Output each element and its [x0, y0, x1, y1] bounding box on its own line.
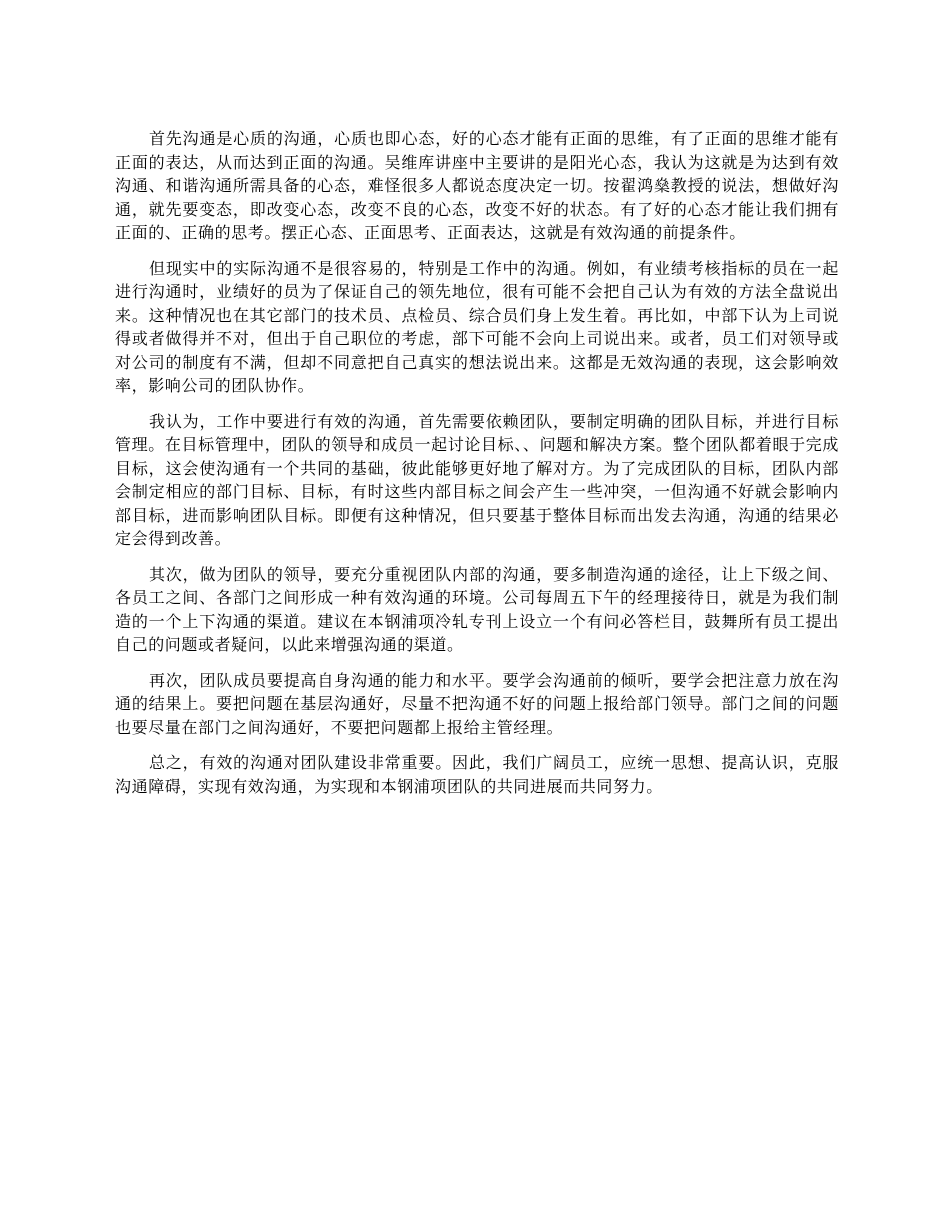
- paragraph-4: 其次，做为团队的领导，要充分重视团队内部的沟通，要多制造沟通的途径，让上下级之间、各员工之间、各部门之间形成一种有效沟通的环境。公司每周五下午的经理接待日，就是为我们制造的一个上下沟通的渠道。建议在本钢浦项冷轧专刊上设立一个有问必答栏目，鼓舞所有员工提出自己的问题或者疑问，以此来增强沟通的渠道。: [115, 564, 839, 654]
- paragraph-6: 总之，有效的沟通对团队建设非常重要。因此，我们广阔员工，应统一思想、提高认识，克服沟通障碍，实现有效沟通，为实现和本钢浦项团队的共同进展而共同努力。: [115, 753, 839, 796]
- document-body: [115, 127, 839, 810]
- paragraph-2: 但现实中的实际沟通不是很容易的，特别是工作中的沟通。例如，有业绩考核指标的员在一起进行沟通时，业绩好的员为了保证自己的领先地位，很有可能不会把自己认为有效的方法全盘说出来。这种情况也在其它部门的技术员、点检员、综合员们身上发生着。再比如，中部下认为上司说得或者做得并不对，但出于自己职位的考虑，部下可能不会向上司说出来。或者，员工们对领导或对公司的制度有不满，但却不同意把自己真实的想法说出来。这都是无效沟通的表现，这会影响效率，影响公司的团队协作。: [115, 258, 839, 395]
- paragraph-1: 首先沟通是心质的沟通，心质也即心态，好的心态才能有正面的思维，有了正面的思维才能有正面的表达，从而达到正面的沟通。吴维库讲座中主要讲的是阳光心态，我认为这就是为达到有效沟通、和谐沟通所需具备的心态，难怪很多人都说态度决定一切。按翟鸿燊教授的说法，想做好沟通，就先要变态，即改变心态，改变不良的心态，改变不好的状态。有了好的心态才能让我们拥有正面的、正确的思考。摆正心态、正面思考、正面表达，这就是有效沟通的前提条件。: [115, 129, 839, 242]
- paragraph-3: 我认为，工作中要进行有效的沟通，首先需要依赖团队，要制定明确的团队目标，并进行目标管理。在目标管理中，团队的领导和成员一起讨论目标、、问题和解决方案。整个团队都着眼于完成目标，这会使沟通有一个共同的基础，彼此能够更好地了解对方。为了完成团队的目标，团队内部会制定相应的部门目标、目标，有时这些内部目标之间会产生一些冲突，一但沟通不好就会影响内部目标，进而影响团队目标。即便有这种情况，但只要基于整体目标而出发去沟通，沟通的结果必定会得到改善。: [115, 411, 839, 548]
- paragraph-5: 再次，团队成员要提高自身沟通的能力和水平。要学会沟通前的倾听，要学会把注意力放在沟通的结果上。要把问题在基层沟通好，尽量不把沟通不好的问题上报给部门领导。部门之间的问题也要尽量在部门之间沟通好，不要把问题都上报给主管经理。: [115, 670, 839, 737]
